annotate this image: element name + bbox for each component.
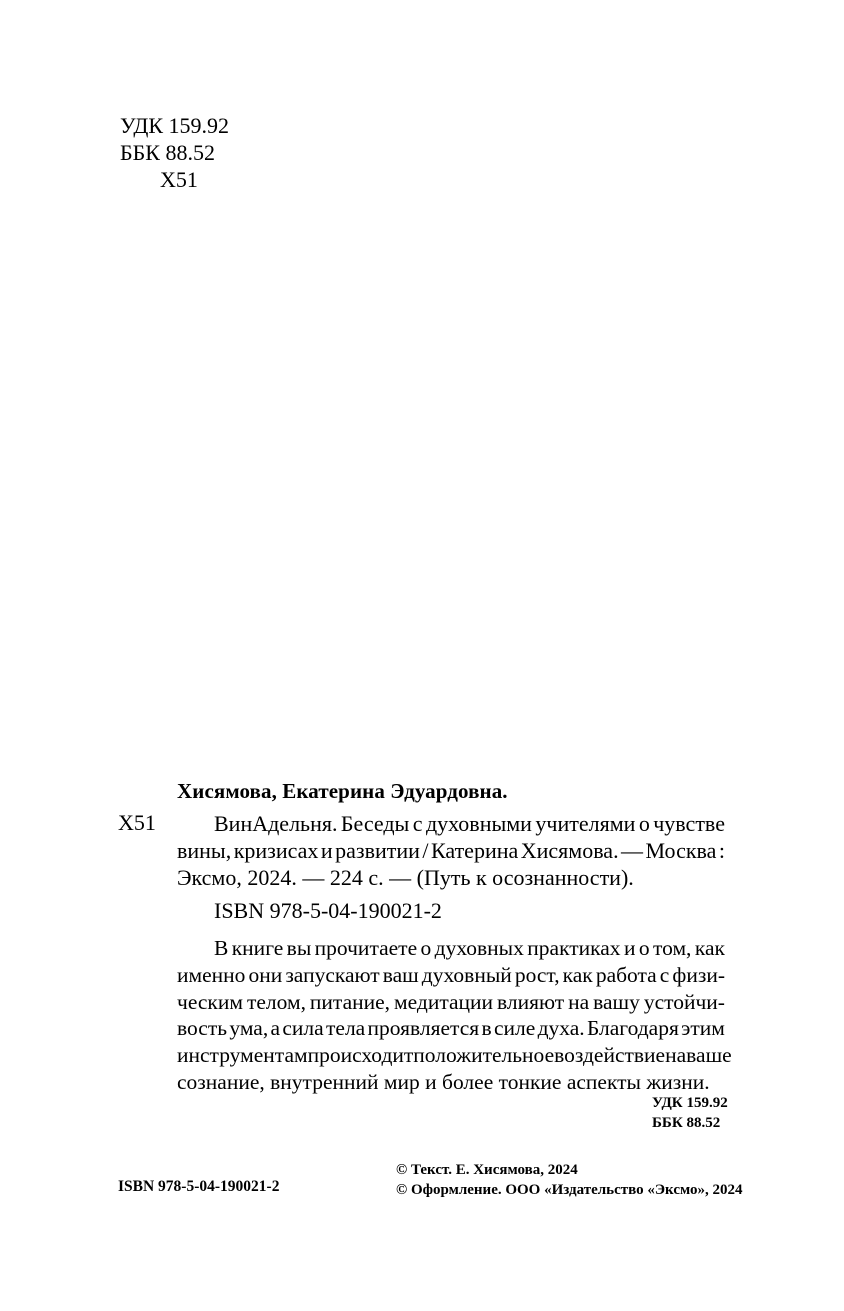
annotation-word: как	[694, 936, 725, 960]
bibliographic-word: и	[320, 838, 333, 863]
annotation-word: Благодаря	[586, 1016, 679, 1041]
annotation-word: духовный	[421, 962, 512, 987]
annotation-word: физи-	[672, 962, 725, 987]
annotation-word: работа	[595, 962, 657, 987]
annotation-word: они	[248, 962, 283, 987]
copyright-text: © Текст. Е. Хисямова, 2024	[396, 1162, 578, 1178]
annotation-word: положительное	[413, 1043, 555, 1068]
annotation-word: о	[420, 936, 432, 960]
bibliographic-word: чувстве	[653, 811, 725, 836]
annotation-line	[177, 935, 725, 962]
annotation-word: том,	[653, 936, 692, 960]
bibliographic-line	[177, 837, 725, 864]
author-mark: Х51	[160, 167, 198, 192]
annotation-word: именно	[177, 962, 246, 987]
author-heading: Хисямова, Екатерина Эдуардовна.	[177, 779, 508, 803]
annotation-word: воздействие	[554, 1043, 666, 1068]
annotation-word: прочитаете	[314, 936, 418, 960]
bibliographic-word: Катерина	[430, 838, 519, 863]
bibliographic-word: /	[422, 838, 429, 863]
annotation-word: и	[623, 936, 636, 960]
annotation-line	[177, 989, 725, 1016]
annotation-word: вость	[177, 1016, 228, 1041]
annotation-word: сила	[282, 1016, 324, 1041]
annotation-word: ваше	[686, 1043, 732, 1068]
bibliographic-word: духовными	[425, 811, 532, 836]
isbn-main: ISBN 978-5-04-190021-2	[214, 898, 442, 923]
annotation-word: о	[638, 936, 650, 960]
annotation-word: духа.	[537, 1016, 585, 1041]
annotation-word: вашу	[593, 989, 640, 1014]
bibliographic-word: кризисах	[233, 838, 319, 863]
bibliographic-word: Беседы	[340, 811, 410, 836]
annotation-word: происходит	[307, 1043, 414, 1068]
copyright-design: © Оформление. ООО «Издательство «Эксмо», 2024	[396, 1182, 743, 1198]
udk-code-bottom: УДК 159.92	[652, 1095, 728, 1111]
annotation-word: с	[659, 962, 670, 987]
bibliographic-description	[177, 810, 725, 891]
annotation-line	[177, 962, 725, 989]
bibliographic-line	[177, 810, 725, 837]
bibliographic-word: о	[638, 811, 650, 836]
bibliographic-word: ВинАдельня.	[214, 811, 338, 836]
annotation-word: инструментам	[177, 1043, 308, 1068]
annotation-word: книге	[231, 936, 284, 960]
annotation-word: вы	[286, 936, 312, 960]
bibliographic-word: вины,	[177, 838, 232, 863]
bibliographic-word: Москва	[645, 838, 717, 863]
annotation-word: телом,	[246, 989, 306, 1014]
classification-codes-top	[120, 112, 229, 193]
annotation-word: запускают	[285, 962, 380, 987]
classification-codes-bottom	[652, 1093, 728, 1133]
annotation-word: питание,	[309, 989, 391, 1014]
annotation-line	[177, 1069, 725, 1096]
bbk-code-bottom: ББК 88.52	[652, 1115, 721, 1131]
bibliographic-word: Хисямова.	[520, 838, 619, 863]
annotation-word: тела	[326, 1016, 366, 1041]
annotation-word: рост,	[514, 962, 560, 987]
bbk-code: ББК 88.52	[120, 140, 215, 165]
isbn-footer: ISBN 978-5-04-190021-2	[118, 1178, 280, 1195]
annotation-word: этим	[681, 1016, 725, 1041]
annotation-word: на	[665, 1043, 687, 1068]
annotation-word: медитации	[394, 989, 494, 1014]
bibliographic-word: учителями	[535, 811, 636, 836]
annotation-line	[177, 1042, 732, 1069]
annotation-word: ческим	[177, 989, 243, 1014]
annotation-line	[177, 1015, 725, 1042]
annotation-word: проявляется	[367, 1016, 480, 1041]
bibliographic-word: с	[412, 811, 423, 836]
bibliographic-word: Эксмо, 2024. — 224 с. — (Путь к осознанности).	[177, 865, 634, 890]
bibliographic-word: развитии	[335, 838, 420, 863]
copyright-block	[396, 1160, 743, 1200]
bibliographic-line	[177, 864, 725, 891]
annotation-word: устойчи-	[643, 989, 725, 1014]
bibliographic-word: —	[621, 838, 644, 863]
annotation-word: в	[481, 1016, 492, 1041]
annotation-word: а	[270, 1016, 281, 1041]
annotation-word: как	[562, 962, 593, 987]
annotation-word: духовных	[434, 936, 524, 960]
udk-code: УДК 159.92	[120, 113, 230, 138]
annotation-word: ваш	[382, 962, 419, 987]
bibliographic-word: :	[718, 838, 725, 863]
annotation-word: на	[568, 989, 590, 1014]
annotation-word: влияют	[497, 989, 565, 1014]
author-mark-bibliographic: Х51	[118, 810, 156, 835]
annotation	[177, 935, 732, 1096]
annotation-word: сознание, внутренний мир и более тонкие аспекты жизни.	[177, 1069, 710, 1094]
annotation-word: практиках	[527, 936, 621, 960]
annotation-word: ума,	[229, 1016, 269, 1041]
annotation-word: силе	[493, 1016, 536, 1041]
annotation-word: В	[214, 936, 229, 960]
